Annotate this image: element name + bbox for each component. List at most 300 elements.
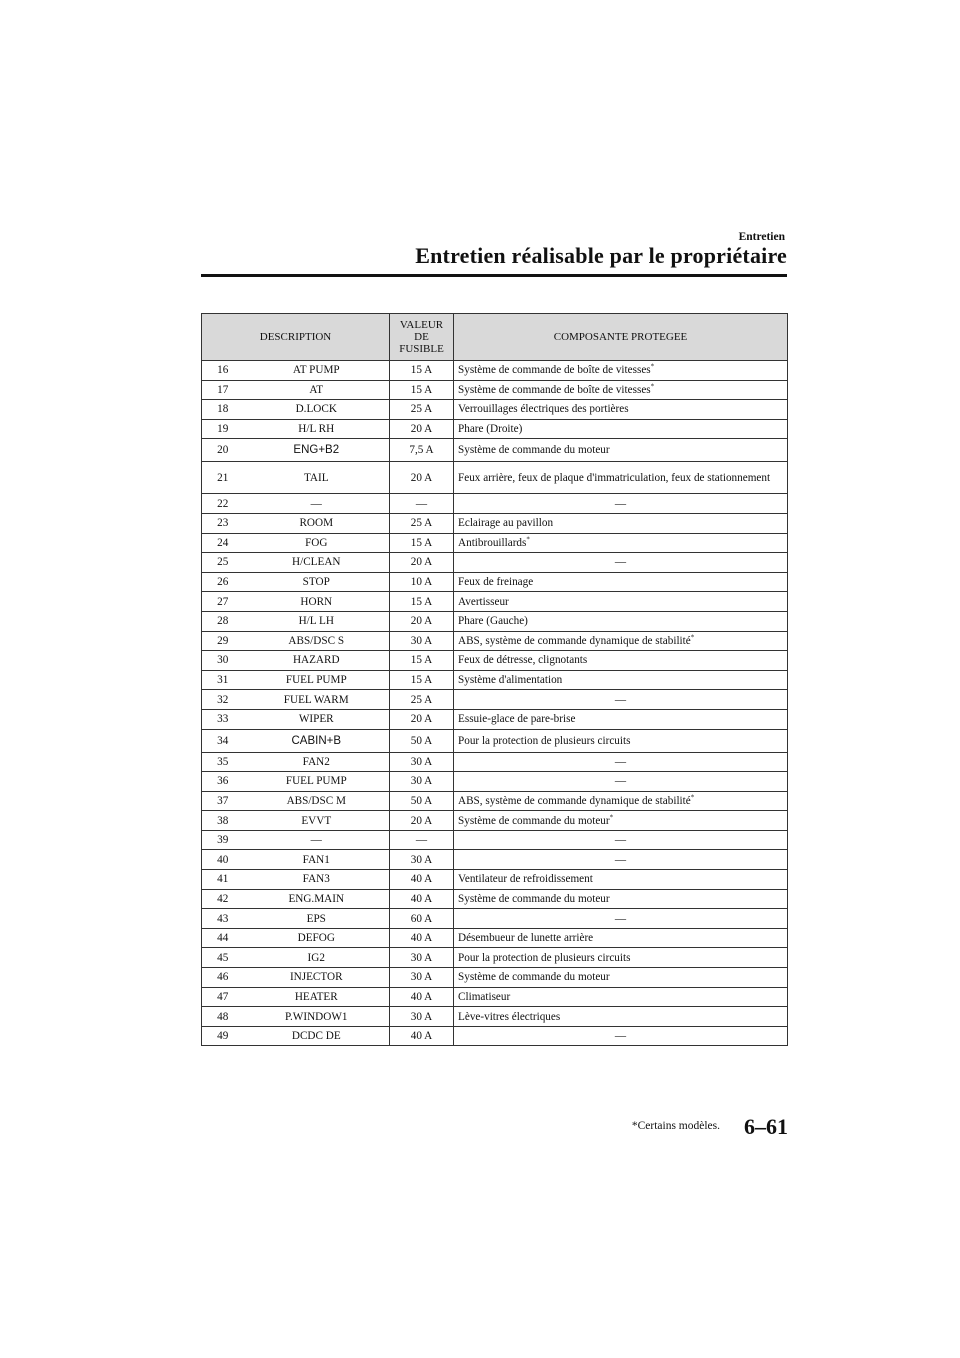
footnote-marker: * xyxy=(690,633,695,642)
fuse-description xyxy=(244,791,390,811)
table-row xyxy=(202,968,788,988)
fuse-description xyxy=(244,948,390,968)
fuse-description-text: H/L LH xyxy=(298,615,334,628)
protected-component xyxy=(454,889,788,909)
fuse-value xyxy=(390,611,454,631)
fuse-description xyxy=(244,889,390,909)
fuse-description-text: FAN1 xyxy=(302,853,330,866)
table-row xyxy=(202,361,788,381)
table-row xyxy=(202,690,788,710)
table-row xyxy=(202,830,788,850)
protected-component xyxy=(454,987,788,1007)
protected-component xyxy=(454,830,788,850)
fuse-number-text: 32 xyxy=(217,693,229,706)
table-header-row xyxy=(202,314,788,361)
fuse-description xyxy=(244,670,390,690)
fuse-description-text: FUEL WARM xyxy=(283,693,349,706)
fuse-description-text: ROOM xyxy=(299,517,334,530)
fuse-value xyxy=(390,572,454,592)
table-row xyxy=(202,709,788,729)
fuse-value xyxy=(390,968,454,988)
fuse-description-text: AT xyxy=(309,383,324,396)
fuse-value-text: 20 A xyxy=(410,615,433,628)
protected-component-text: — xyxy=(614,834,627,847)
fuse-description-text: ABS/DSC M xyxy=(286,794,346,807)
protected-component-text: Feux arrière, feux de plaque d'immatriculation, feux de stationnement xyxy=(458,471,771,484)
fuse-description xyxy=(244,533,390,553)
fuse-description xyxy=(244,928,390,948)
fuse-value xyxy=(390,889,454,909)
table-row xyxy=(202,987,788,1007)
protected-component-text: — xyxy=(614,556,627,569)
protected-component-text: Avertisseur xyxy=(458,595,509,608)
footnote: *Certains modèles. xyxy=(631,1120,720,1132)
fuse-description xyxy=(244,729,390,752)
fuse-number-text: 35 xyxy=(217,755,229,768)
section-label: Entretien xyxy=(738,231,785,243)
fuse-description-text: P.WINDOW1 xyxy=(285,1010,348,1023)
protected-component-text: ABS, système de commande dynamique de stabilité xyxy=(458,794,691,807)
protected-component xyxy=(454,670,788,690)
fuse-value xyxy=(390,631,454,651)
fuse-description xyxy=(244,494,390,514)
protected-component-text: Phare (Gauche) xyxy=(458,615,528,628)
table-row xyxy=(202,811,788,831)
fuse-number-text: 26 xyxy=(217,576,229,589)
table-row xyxy=(202,928,788,948)
protected-component xyxy=(454,611,788,631)
fuse-description xyxy=(244,690,390,710)
fuse-description xyxy=(244,752,390,772)
fuse-value-text: 20 A xyxy=(410,423,433,436)
protected-component xyxy=(454,419,788,439)
fuse-value-text: 15 A xyxy=(410,674,433,687)
fuse-value-text: 25 A xyxy=(410,517,433,530)
fuse-description-text: D.LOCK xyxy=(295,403,337,416)
fuse-value xyxy=(390,1026,454,1046)
table-row xyxy=(202,791,788,811)
fuse-number xyxy=(202,670,244,690)
protected-component xyxy=(454,772,788,792)
table-row xyxy=(202,909,788,929)
fuse-description-text: CABIN+B xyxy=(291,734,342,747)
fuse-value-text: 15 A xyxy=(410,654,433,667)
fuse-number xyxy=(202,513,244,533)
protected-component xyxy=(454,752,788,772)
fuse-number xyxy=(202,400,244,420)
footnote-marker: * xyxy=(650,382,655,391)
fuse-description-text: DCDC DE xyxy=(291,1030,341,1043)
fuse-number-text: 29 xyxy=(217,634,229,647)
fuse-description-text: FAN3 xyxy=(302,873,330,886)
protected-component-text: Pour la protection de plusieurs circuits xyxy=(458,951,631,964)
protected-component-text: ABS, système de commande dynamique de stabilité xyxy=(458,634,691,647)
protected-component-text: — xyxy=(614,775,627,788)
fuse-description-text: H/L RH xyxy=(298,423,335,436)
fuse-value-text: 25 A xyxy=(410,693,433,706)
fuse-number xyxy=(202,850,244,870)
fuse-number-text: 27 xyxy=(217,595,229,608)
fuse-value-text: 30 A xyxy=(410,775,433,788)
fuse-value xyxy=(390,690,454,710)
fuse-value xyxy=(390,400,454,420)
fuse-value-text: 20 A xyxy=(410,713,433,726)
protected-component xyxy=(454,380,788,400)
fuse-value xyxy=(390,987,454,1007)
fuse-description-text: WIPER xyxy=(298,713,334,726)
fuse-number-text: 46 xyxy=(217,971,229,984)
table-row xyxy=(202,400,788,420)
fuse-number-text: 25 xyxy=(217,556,229,569)
fuse-description xyxy=(244,380,390,400)
fuse-value-text: 30 A xyxy=(410,971,433,984)
table-row xyxy=(202,419,788,439)
fuse-value xyxy=(390,909,454,929)
fuse-number xyxy=(202,752,244,772)
fuse-value-text: 40 A xyxy=(410,990,433,1003)
fuse-description-text: ENG+B2 xyxy=(293,444,340,457)
title-rule xyxy=(201,274,787,277)
fuse-description-text: HORN xyxy=(300,595,333,608)
protected-component xyxy=(454,572,788,592)
fuse-number-text: 47 xyxy=(217,990,229,1003)
footnote-marker: * xyxy=(609,812,614,821)
table-row xyxy=(202,380,788,400)
fuse-number xyxy=(202,651,244,671)
fuse-number-text: 42 xyxy=(217,892,229,905)
fuse-value xyxy=(390,729,454,752)
page-title: Entretien réalisable par le propriétaire xyxy=(415,243,787,268)
fuse-number xyxy=(202,968,244,988)
protected-component-text: Système de commande du moteur xyxy=(458,971,610,984)
protected-component xyxy=(454,690,788,710)
fuse-description xyxy=(244,439,390,462)
protected-component xyxy=(454,439,788,462)
fuse-description-text: FUEL PUMP xyxy=(285,674,347,687)
fuse-description xyxy=(244,631,390,651)
fuse-description-text: STOP xyxy=(302,576,330,589)
protected-component xyxy=(454,533,788,553)
fuse-value xyxy=(390,380,454,400)
fuse-value-text: — xyxy=(415,834,428,847)
fuse-number xyxy=(202,553,244,573)
protected-component-text: Système de commande du moteur xyxy=(458,814,610,827)
fuse-value-text: 15 A xyxy=(410,536,433,549)
fuse-number-text: 36 xyxy=(217,775,229,788)
fuse-description-text: EPS xyxy=(306,912,326,925)
protected-component xyxy=(454,1007,788,1027)
fuse-number xyxy=(202,987,244,1007)
fuse-number-text: 39 xyxy=(217,834,229,847)
fuse-value-text: 50 A xyxy=(410,734,433,747)
protected-component xyxy=(454,729,788,752)
protected-component-text: — xyxy=(614,755,627,768)
fuse-description xyxy=(244,909,390,929)
fuse-number-text: 48 xyxy=(217,1010,229,1023)
fuse-value-text: 20 A xyxy=(410,814,433,827)
protected-component-text: Phare (Droite) xyxy=(458,423,523,436)
fuse-value-text: 30 A xyxy=(410,634,433,647)
fuse-value-text: 40 A xyxy=(410,892,433,905)
fuse-value xyxy=(390,533,454,553)
protected-component-text: Eclairage au pavillon xyxy=(458,517,554,530)
table-row xyxy=(202,1026,788,1046)
protected-component-text: Climatiseur xyxy=(458,990,511,1003)
fuse-value xyxy=(390,494,454,514)
page-number: 6–61 xyxy=(744,1114,788,1139)
fuse-table-body xyxy=(202,361,788,1046)
fuse-description xyxy=(244,709,390,729)
fuse-value-text: 15 A xyxy=(410,383,433,396)
table-row xyxy=(202,572,788,592)
fuse-value-text: 15 A xyxy=(410,364,433,377)
fuse-description xyxy=(244,811,390,831)
fuse-description xyxy=(244,592,390,612)
fuse-number xyxy=(202,462,244,494)
protected-component-text: Système de commande de boîte de vitesses xyxy=(458,364,651,377)
fuse-description-text: FUEL PUMP xyxy=(285,775,347,788)
protected-component xyxy=(454,400,788,420)
header-value-line3: FUSIBLE xyxy=(399,343,444,355)
protected-component-text: Feux de freinage xyxy=(458,576,534,589)
protected-component-text: — xyxy=(614,693,627,706)
fuse-value xyxy=(390,439,454,462)
protected-component-text: — xyxy=(614,1030,627,1043)
fuse-description xyxy=(244,1026,390,1046)
fuse-number xyxy=(202,611,244,631)
fuse-value xyxy=(390,361,454,381)
table-row xyxy=(202,611,788,631)
fuse-number xyxy=(202,439,244,462)
fuse-number-text: 49 xyxy=(217,1030,229,1043)
fuse-description xyxy=(244,572,390,592)
fuse-number xyxy=(202,909,244,929)
fuse-description-text: ABS/DSC S xyxy=(288,634,345,647)
fuse-number-text: 37 xyxy=(217,794,229,807)
fuse-number-text: 43 xyxy=(217,912,229,925)
fuse-value xyxy=(390,670,454,690)
protected-component-text: Système d'alimentation xyxy=(458,674,563,687)
fuse-number xyxy=(202,729,244,752)
protected-component xyxy=(454,850,788,870)
fuse-value xyxy=(390,948,454,968)
protected-component xyxy=(454,870,788,890)
protected-component-text: Essuie-glace de pare-brise xyxy=(458,713,576,726)
fuse-description-text: HEATER xyxy=(294,990,338,1003)
protected-component-text: Pour la protection de plusieurs circuits xyxy=(458,734,631,747)
fuse-value xyxy=(390,419,454,439)
fuse-number-text: 22 xyxy=(217,497,229,510)
fuse-number xyxy=(202,419,244,439)
footnote-marker: * xyxy=(690,793,695,802)
fuse-description-text: INJECTOR xyxy=(289,971,343,984)
protected-component xyxy=(454,361,788,381)
fuse-description xyxy=(244,830,390,850)
fuse-description-text: TAIL xyxy=(303,471,329,484)
fuse-number-text: 33 xyxy=(217,713,229,726)
protected-component-text: Antibrouillards xyxy=(458,536,527,549)
fuse-number xyxy=(202,361,244,381)
fuse-description xyxy=(244,772,390,792)
fuse-description-text: EVVT xyxy=(301,814,332,827)
fuse-table xyxy=(201,313,788,1046)
fuse-number xyxy=(202,533,244,553)
fuse-description xyxy=(244,651,390,671)
fuse-number-text: 19 xyxy=(217,423,229,436)
fuse-description xyxy=(244,1007,390,1027)
fuse-value-text: 30 A xyxy=(410,853,433,866)
table-row xyxy=(202,752,788,772)
fuse-number xyxy=(202,811,244,831)
fuse-value xyxy=(390,752,454,772)
fuse-number-text: 23 xyxy=(217,517,229,530)
protected-component-text: Désembueur de lunette arrière xyxy=(458,932,594,945)
table-row xyxy=(202,948,788,968)
protected-component-text: Verrouillages électriques des portières xyxy=(458,403,629,416)
fuse-number xyxy=(202,830,244,850)
fuse-value xyxy=(390,811,454,831)
protected-component xyxy=(454,948,788,968)
protected-component xyxy=(454,1026,788,1046)
protected-component xyxy=(454,928,788,948)
fuse-number-text: 31 xyxy=(217,674,229,687)
fuse-number-text: 17 xyxy=(217,383,229,396)
fuse-value-text: 20 A xyxy=(410,471,433,484)
fuse-number-text: 20 xyxy=(217,444,229,457)
protected-component-text: Système de commande du moteur xyxy=(458,892,610,905)
protected-component xyxy=(454,909,788,929)
fuse-number-text: 44 xyxy=(217,932,229,945)
fuse-description-text: FAN2 xyxy=(302,755,330,768)
table-row xyxy=(202,533,788,553)
fuse-description xyxy=(244,987,390,1007)
fuse-value xyxy=(390,553,454,573)
header-value-line2: DE xyxy=(414,331,429,343)
fuse-value-text: 10 A xyxy=(410,576,433,589)
fuse-number xyxy=(202,592,244,612)
fuse-number xyxy=(202,494,244,514)
fuse-description xyxy=(244,462,390,494)
protected-component-text: — xyxy=(614,912,627,925)
fuse-number xyxy=(202,889,244,909)
table-row xyxy=(202,889,788,909)
fuse-value xyxy=(390,791,454,811)
protected-component xyxy=(454,462,788,494)
fuse-number xyxy=(202,1026,244,1046)
footnote-marker: * xyxy=(526,535,530,544)
fuse-description-text: ENG.MAIN xyxy=(288,892,345,905)
protected-component xyxy=(454,631,788,651)
fuse-value-text: — xyxy=(415,497,428,510)
fuse-description-text: — xyxy=(310,497,322,510)
table-row xyxy=(202,513,788,533)
fuse-description-text: — xyxy=(310,834,322,847)
table-row xyxy=(202,462,788,494)
fuse-number xyxy=(202,572,244,592)
fuse-number-text: 41 xyxy=(217,873,229,886)
fuse-number xyxy=(202,690,244,710)
header-value-line1: VALEUR xyxy=(399,319,444,331)
fuse-number xyxy=(202,709,244,729)
fuse-value xyxy=(390,830,454,850)
fuse-description-text: IG2 xyxy=(307,951,325,964)
fuse-value xyxy=(390,651,454,671)
fuse-description-text: FOG xyxy=(305,536,328,549)
table-row xyxy=(202,772,788,792)
fuse-number xyxy=(202,772,244,792)
fuse-value-text: 30 A xyxy=(410,755,433,768)
protected-component-text: Système de commande du moteur xyxy=(458,444,610,457)
protected-component xyxy=(454,553,788,573)
fuse-value-text: 60 A xyxy=(410,912,433,925)
fuse-value xyxy=(390,772,454,792)
fuse-value-text: 40 A xyxy=(410,873,433,886)
fuse-value xyxy=(390,928,454,948)
fuse-description xyxy=(244,513,390,533)
fuse-description xyxy=(244,361,390,381)
fuse-value-text: 40 A xyxy=(410,932,433,945)
header-component: COMPOSANTE PROTEGEE xyxy=(454,314,788,361)
protected-component xyxy=(454,811,788,831)
header-description: DESCRIPTION xyxy=(202,314,390,361)
footnote-marker: * xyxy=(650,362,655,371)
fuse-number-text: 21 xyxy=(217,471,229,484)
protected-component-text: Feux de détresse, clignotants xyxy=(458,654,588,667)
fuse-value-text: 7,5 A xyxy=(409,444,434,457)
fuse-number xyxy=(202,631,244,651)
protected-component xyxy=(454,592,788,612)
fuse-value-text: 30 A xyxy=(410,951,433,964)
fuse-value-text: 20 A xyxy=(410,556,433,569)
table-row xyxy=(202,631,788,651)
fuse-description xyxy=(244,400,390,420)
table-row xyxy=(202,592,788,612)
fuse-number-text: 34 xyxy=(217,734,229,747)
protected-component-text: Système de commande de boîte de vitesses xyxy=(458,383,651,396)
fuse-value xyxy=(390,513,454,533)
fuse-number-text: 24 xyxy=(217,536,229,549)
table-row xyxy=(202,870,788,890)
fuse-description xyxy=(244,611,390,631)
protected-component xyxy=(454,651,788,671)
fuse-number-text: 45 xyxy=(217,951,229,964)
fuse-number xyxy=(202,948,244,968)
table-row xyxy=(202,439,788,462)
fuse-value xyxy=(390,850,454,870)
fuse-description xyxy=(244,553,390,573)
protected-component xyxy=(454,513,788,533)
fuse-number-text: 40 xyxy=(217,853,229,866)
fuse-value xyxy=(390,1007,454,1027)
fuse-number-text: 16 xyxy=(217,364,229,377)
fuse-description xyxy=(244,968,390,988)
protected-component-text: Lève-vitres électriques xyxy=(458,1010,561,1023)
table-row xyxy=(202,850,788,870)
protected-component xyxy=(454,968,788,988)
fuse-number-text: 38 xyxy=(217,814,229,827)
fuse-value-text: 25 A xyxy=(410,403,433,416)
fuse-value-text: 50 A xyxy=(410,794,433,807)
fuse-number xyxy=(202,870,244,890)
fuse-description-text: AT PUMP xyxy=(292,364,340,377)
fuse-value xyxy=(390,592,454,612)
fuse-value xyxy=(390,709,454,729)
protected-component xyxy=(454,791,788,811)
fuse-number xyxy=(202,380,244,400)
fuse-description xyxy=(244,419,390,439)
fuse-number xyxy=(202,791,244,811)
fuse-description-text: HAZARD xyxy=(292,654,340,667)
